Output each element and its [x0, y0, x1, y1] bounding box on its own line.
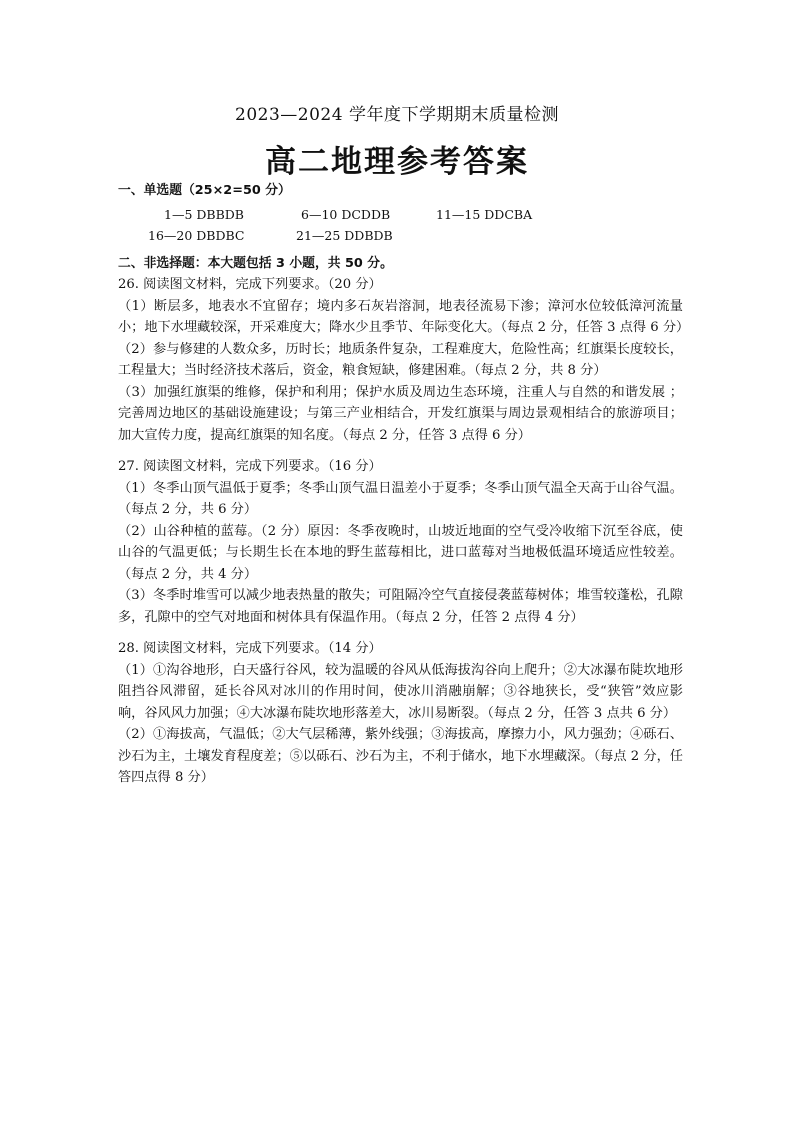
q26-stem: 26. 阅读图文材料，完成下列要求。（20 分）: [118, 277, 382, 292]
answer-group-16-20: 16—20 DBDBC: [148, 227, 245, 243]
page-title: 高二地理参考答案: [265, 144, 529, 180]
answer-content: [118, 180, 690, 789]
q27-answer-1: （1）冬季山顶气温低于夏季；冬季山顶气温日温差小于夏季；冬季山顶气温全天高于山谷气温。（每点 2 分，共 6 分）: [118, 480, 683, 517]
q26-answer-1: （1）断层多，地表水不宜留存；境内多石灰岩溶洞，地表径流易下渗；漳河水位较低漳河流量小；地下水埋藏较深，开采难度大；降水少且季节、年际变化大。（每点 2 分，任答 3 点得 6 分）: [118, 298, 690, 335]
q27-answer-3: （3）冬季时堆雪可以减少地表热量的散失；可阻隔冷空气直接侵袭蓝莓树体；堆雪较蓬松，孔隙多，孔隙中的空气对地面和树体具有保温作用。（每点 2 分，任答 2 点得 4 分）: [118, 588, 683, 625]
answer-group-1-5: 1—5 DBBDB: [164, 206, 244, 222]
section-1-heading: 一、单选题（25×2=50 分）: [118, 183, 291, 198]
q26-answer-2: （2）参与修建的人数众多，历时长；地质条件复杂，工程难度大，危险性高；红旗渠长度较长，工程量大；当时经济技术落后，资金，粮食短缺，修建困难。（每点 2 分，共 8 分）: [118, 341, 683, 378]
answer-group-6-10: 6—10 DCDDB: [301, 206, 391, 222]
multiple-choice-answers: [118, 202, 683, 245]
q28-stem: 28. 阅读图文材料，完成下列要求。（14 分）: [118, 641, 382, 656]
q27-stem: 27. 阅读图文材料，完成下列要求。（16 分）: [118, 459, 382, 474]
q28-answer-2: （2）①海拔高，气温低；②大气层稀薄，紫外线强；③海拔高，摩擦力小，风力强劲；④砾石、沙石为主，土壤发育程度差；⑤以砾石、沙石为主，不利于储水，地下水埋藏深。（每点 2 分，任答四点得 8 分）: [118, 727, 683, 785]
answer-group-21-25: 21—25 DDBDB: [296, 227, 393, 243]
q27-answer-2: （2）山谷种植的蓝莓。（2 分）原因：冬季夜晚时，山坡近地面的空气受冷收缩下沉至谷底，使山谷的气温更低；与长期生长在本地的野生蓝莓相比，进口蓝莓对当地极低温环境适应性较差。（每点 2 分，共 4 分）: [118, 523, 683, 582]
answer-group-11-15: 11—15 DDCBA: [436, 206, 533, 222]
section-2-heading: 二、非选择题：本大题包括 3 小题，共 50 分。: [118, 255, 393, 271]
q26-answer-3: （3）加强红旗渠的维修，保护和利用；保护水质及周边生态环境，注重人与自然的和谐发展 ；完善周边地区的基础设施建设；与第三产业相结合，开发红旗渠与周边景观相结合的旅游项目；加大宣传力度，提高红旗渠的知名度。（每点 2 分，任答 3 点得 6 分）: [118, 384, 683, 443]
exam-subtitle: 2023—2024 学年度下学期期末质量检测: [235, 105, 559, 125]
q28-answer-1: （1）①沟谷地形，白天盛行谷风，较为温暖的谷风从低海拔沟谷向上爬升；②大冰瀑布陡坎地形阻挡谷风滞留，延长谷风对冰川的作用时间，使冰川消融崩解；③谷地狭长，受“狭管”效应影响，谷风风力加强；④大冰瀑布陡坎地形落差大，冰川易断裂。（每点 2 分，任答 3 点共 6 分）: [118, 662, 683, 721]
